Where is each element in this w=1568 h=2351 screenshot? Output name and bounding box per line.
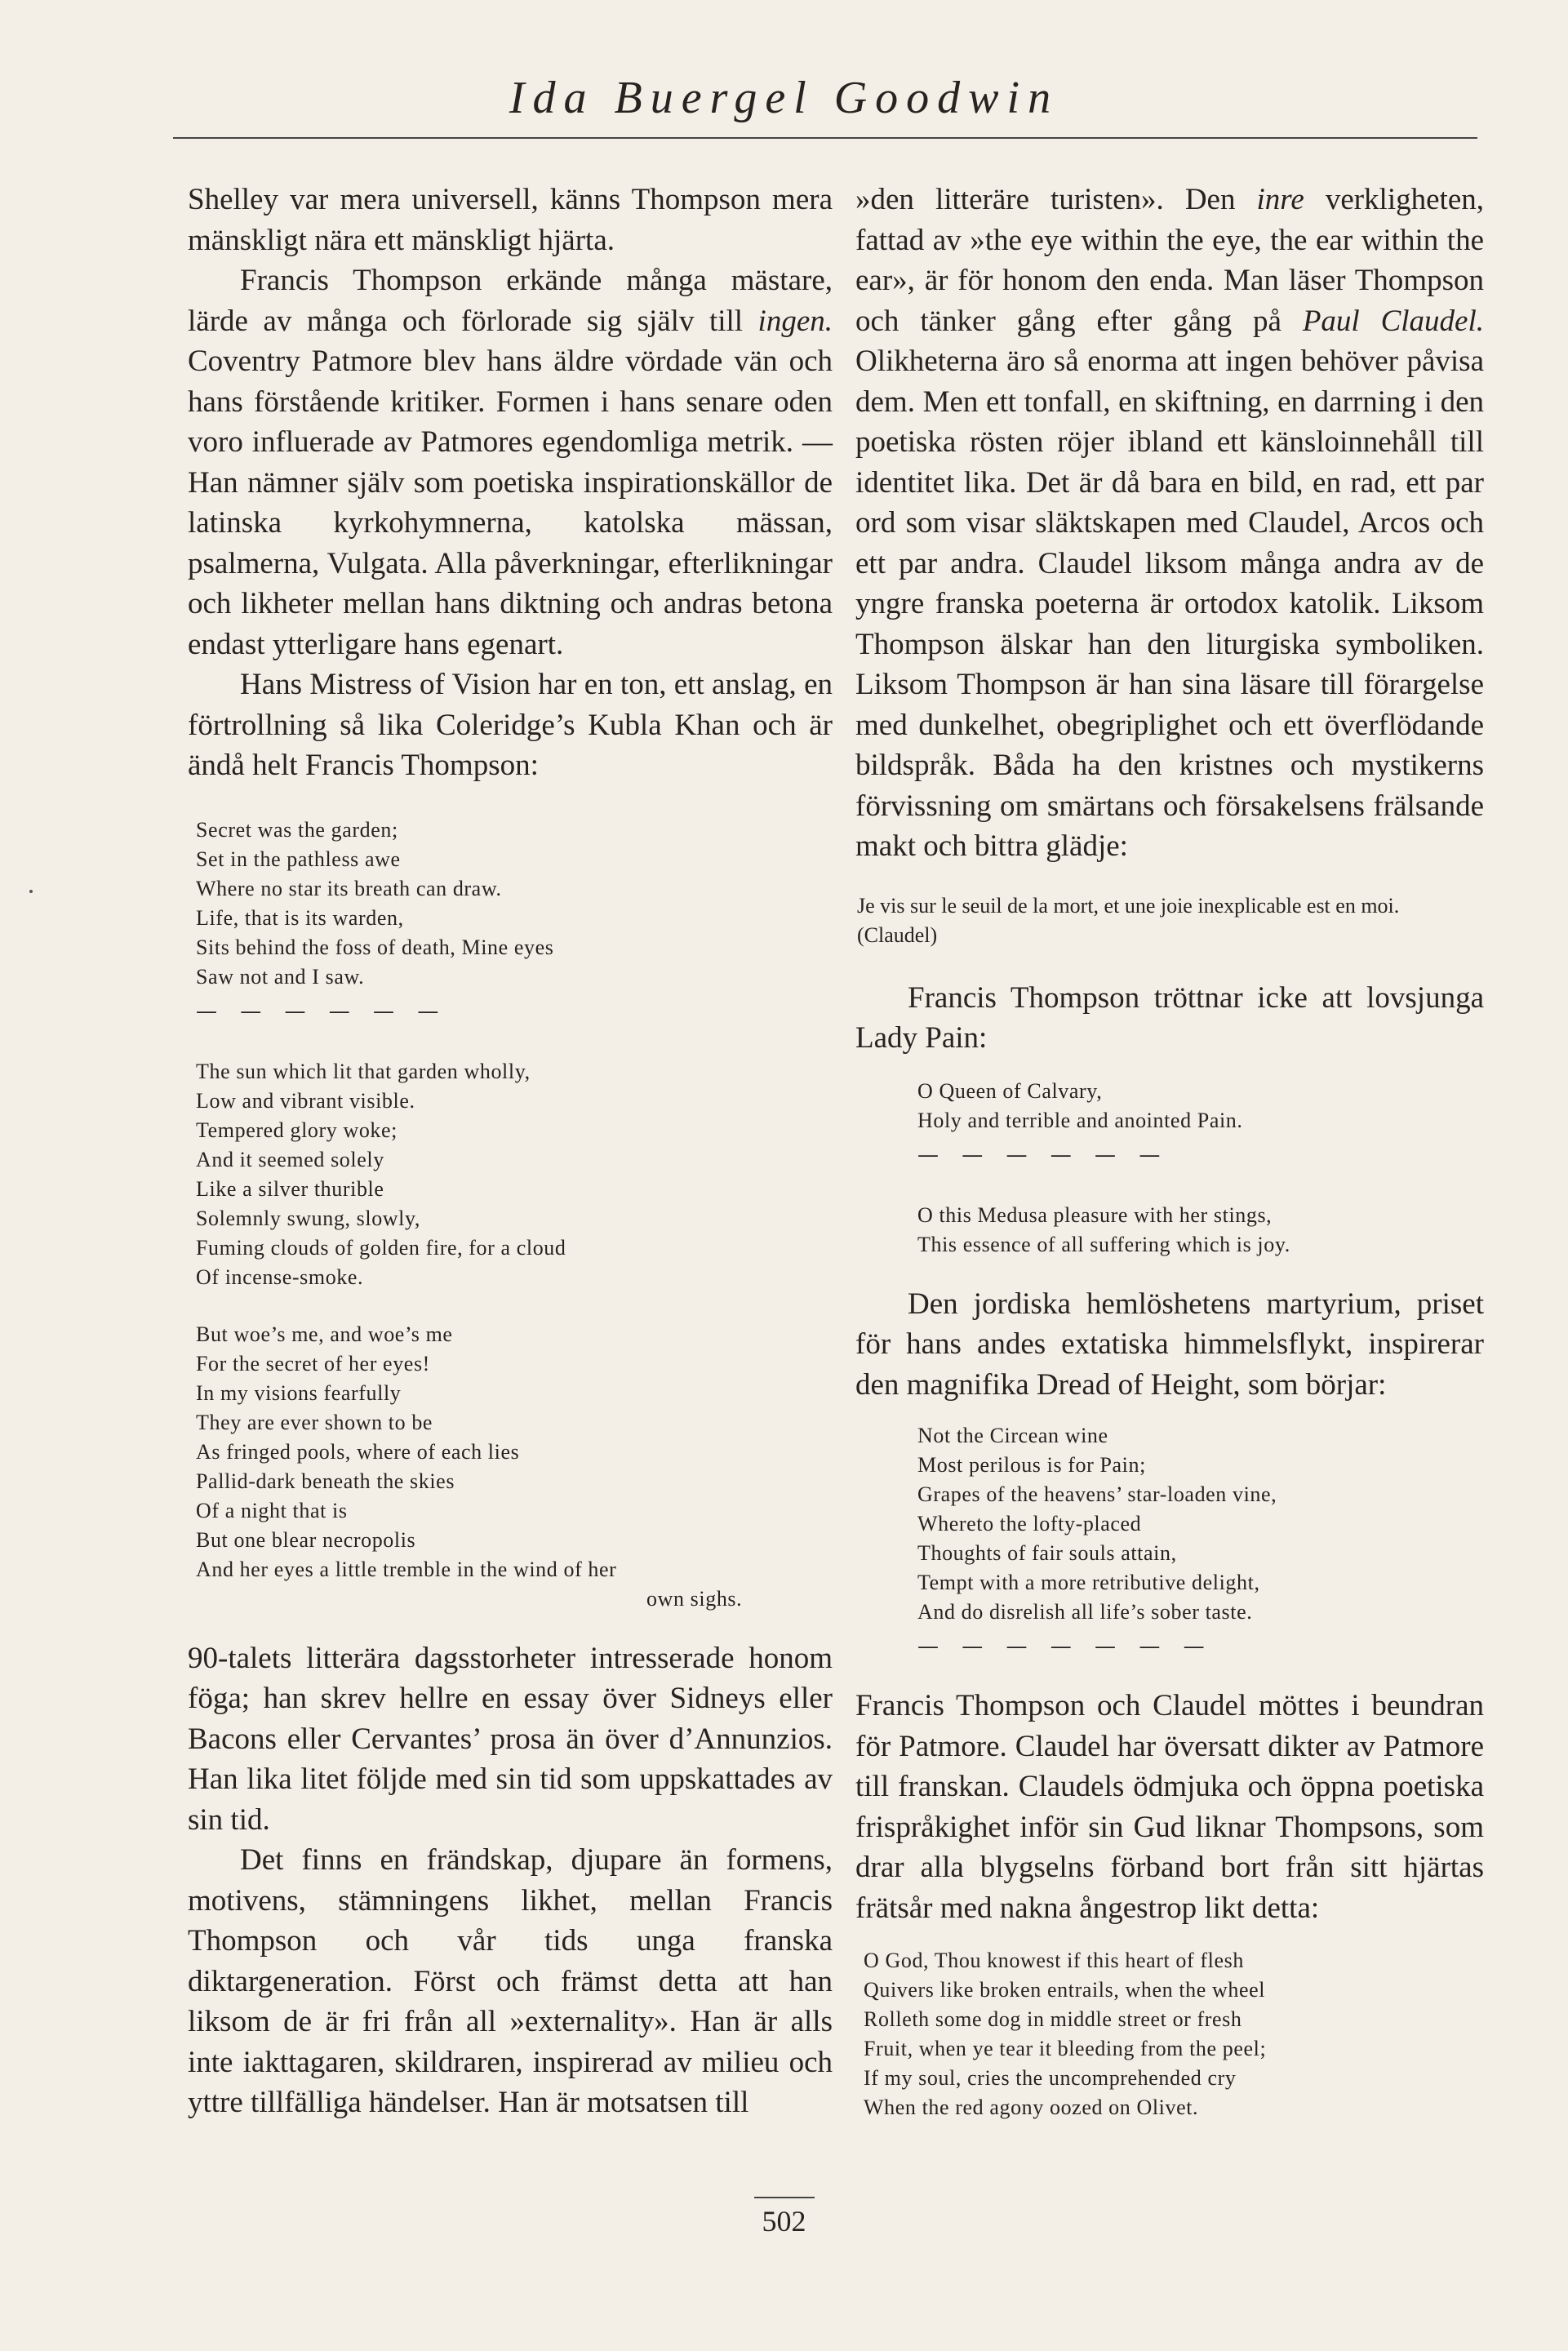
- poem-line: When the red agony oozed on Olivet.: [864, 2095, 1199, 2119]
- poem-line: Holy and terrible and anointed Pain.: [917, 1108, 1243, 1132]
- poem-line: Solemnly swung, slowly,: [196, 1206, 421, 1230]
- text-run: Francis Thompson erkände många mästare, lärde av många och förlorade sig själv till: [188, 264, 833, 338]
- paragraph: [855, 180, 1484, 867]
- poem-line: But woe’s me, and woe’s me: [196, 1322, 453, 1346]
- poem-line: Thoughts of fair souls attain,: [917, 1541, 1177, 1565]
- header-rule: [173, 137, 1477, 139]
- claudel-quote: Je vis sur le seuil de la mort, et une joie inexplicable est en moi. (Claudel): [857, 893, 1400, 947]
- text-run: verkligheten, fattad av »the eye within the eye, the ear within the ear», är för honom den enda. Man läser Thompson och tänker gång efter gång på: [855, 183, 1484, 338]
- ellipsis-dashes: — — — — — — —: [917, 1634, 1213, 1659]
- paragraph: Hans Mistress of Vision har en ton, ett anslag, en förtrollning så lika Coleridge’s Kubla Khan och är ändå helt Francis Thompson:: [188, 668, 833, 782]
- poem-line: Whereto the lofty-placed: [917, 1512, 1142, 1535]
- poem-line: Set in the pathless awe: [196, 847, 401, 871]
- poem-line: And do disrelish all life’s sober taste.: [917, 1600, 1253, 1624]
- poem-line: In my visions fearfully: [196, 1380, 402, 1405]
- poem-dread-of-height: [855, 1421, 1484, 1661]
- paragraph: Francis Thompson och Claudel möttes i beundran för Patmore. Claudel har översatt dikter av Patmore till franskan. Claudels ödmjuka och öppna poetiska frispråkighet inför sin Gud liknar Thompsons, som drar alla blygselns förband bort från sitt hjärtas frätsår med nakna ångestrop likt detta:: [855, 1689, 1484, 1925]
- poem-line: Of incense-smoke.: [196, 1264, 364, 1289]
- poem-line: O God, Thou knowest if this heart of flesh: [864, 1949, 1244, 1972]
- poem-line-continuation: own sighs.: [646, 1586, 743, 1611]
- paragraph: 90-talets litterära dagsstorheter intresserade honom föga; han skrev hellre en essay över Sidneys eller Bacons eller Cervantes’ prosa än över d’Annunzios. Han lika litet följde med sin tid som uppskattades av sin tid.: [188, 1641, 833, 1837]
- text-run: Coventry Patmore blev hans äldre vördade vän och hans förstående kritiker. Formen i hans senare oden voro influerade av Patmores egendomliga metrik. — Han nämner själv som poetiska inspirationskällor de latinska kyrkohymnerna, katolska mässan, psalmerna, Vulgata. Alla påverkningar, efterlikningar och likheter mellan hans diktning och andras betona endast ytterligare hans egenart.: [188, 344, 833, 661]
- stanza-gap: [917, 1173, 1484, 1201]
- page-speck: [29, 890, 33, 893]
- paragraph: Det finns en frändskap, djupare än formens, motivens, stämningens likhet, mellan Francis Thompson och vår tids unga franska diktargeneration. Först och främst detta att han liksom de är fri från all »externality». Han är alls inte iakttagaren, skildraren, inspirerad av milieu och yttre tillfälliga händelser. Han är motsatsen till: [188, 1843, 833, 2119]
- poem-line: But one blear necropolis: [196, 1527, 416, 1552]
- poem-o-god: [855, 1946, 1484, 2122]
- poem-line: This essence of all suffering which is joy.: [917, 1232, 1290, 1256]
- poem-line: Most perilous is for Pain;: [917, 1453, 1146, 1477]
- text-run: »den litteräre turisten». Den: [855, 183, 1257, 216]
- running-head: Ida Buergel Goodwin: [509, 73, 1059, 123]
- page-number: [0, 2204, 1568, 2238]
- poem-line: And it seemed solely: [196, 1147, 384, 1171]
- poem-mistress-of-vision: [188, 816, 833, 1614]
- poem-line: Saw not and I saw.: [196, 964, 365, 989]
- poem-line: Of a night that is: [196, 1498, 348, 1522]
- left-column: [188, 180, 833, 2123]
- stanza-gap: [196, 1029, 833, 1057]
- poem-line: Quivers like broken entrails, when the wheel: [864, 1978, 1266, 2002]
- poem-line: Fruit, when ye tear it bleeding from the peel;: [864, 2037, 1267, 2060]
- poem-line: Fuming clouds of golden fire, for a cloud: [196, 1235, 566, 1260]
- poem-line: Tempt with a more retributive delight,: [917, 1571, 1260, 1594]
- poem-line: Pallid-dark beneath the skies: [196, 1469, 455, 1493]
- poem-line: Sits behind the foss of death, Mine eyes: [196, 935, 554, 959]
- poem-line: O this Medusa pleasure with her stings,: [917, 1202, 1273, 1227]
- emphasis: ingen.: [757, 304, 833, 338]
- poem-line: Like a silver thurible: [196, 1176, 384, 1201]
- poem-line: Life, that is its warden,: [196, 905, 404, 930]
- paragraph: Shelley var mera universell, känns Thompson mera mänskligt nära ett mänskligt hjärta.: [188, 183, 833, 257]
- text-run: Olikheterna äro så enorma att ingen behöver påvisa dem. Men ett tonfall, en skiftning, en darrning i den poetiska rösten röjer ibland ett känsloinnehåll till identitet lika. Det är då bara en bild, en rad, ett par ord som visar släktskapen med Claudel, Arcos och ett par andra. Claudel liksom många andra av de yngre franska poeterna är ortodox katolik. Liksom Thompson älskar han den liturgiska symboliken. Liksom Thompson är han sina läsare till förargelse med dunkelhet, obegriplighet och ett överflödande bildspråk. Båda ha den kristnes och mystikerns förvissning om smärtans och försakelsens frälsande makt och bittra glädje:: [855, 344, 1484, 863]
- emphasis: Paul Claudel.: [1302, 304, 1485, 338]
- poem-line: Secret was the garden;: [196, 817, 398, 842]
- poem-line: If my soul, cries the uncomprehended cry: [864, 2066, 1237, 2090]
- poem-line: Not the Circean wine: [917, 1424, 1108, 1447]
- ellipsis-dashes: — — — — — —: [917, 1142, 1169, 1167]
- stanza-gap: [196, 1292, 833, 1320]
- poem-line: Rolleth some dog in middle street or fresh: [864, 2007, 1242, 2031]
- page-number-text: 502: [754, 2197, 815, 2238]
- paragraph: [188, 260, 833, 664]
- paragraph: Francis Thompson tröttnar icke att lovsjunga Lady Pain:: [855, 980, 1484, 1055]
- poem-line: Grapes of the heavens’ star-loaden vine,: [917, 1482, 1277, 1506]
- ellipsis-dashes: — — — — — —: [196, 998, 447, 1024]
- poem-line: The sun which lit that garden wholly,: [196, 1059, 531, 1083]
- poem-line: Low and vibrant visible.: [196, 1088, 415, 1113]
- poem-line: They are ever shown to be: [196, 1410, 433, 1434]
- paragraph: Den jordiska hemlöshetens martyrium, priset för hans andes extatiska himmelsflykt, inspirerar den magnifika Dread of Height, som börjar:: [855, 1287, 1484, 1402]
- poem-line: As fringed pools, where of each lies: [196, 1439, 520, 1464]
- right-column: [855, 180, 1484, 2147]
- poem-line: For the secret of her eyes!: [196, 1351, 430, 1375]
- emphasis: inre: [1256, 183, 1304, 216]
- poem-line: And her eyes a little tremble in the wind of her: [196, 1557, 617, 1581]
- poem-line: O Queen of Calvary,: [917, 1078, 1103, 1103]
- poem-line: Where no star its breath can draw.: [196, 876, 502, 900]
- poem-lady-pain: [855, 1077, 1484, 1260]
- poem-line: Tempered glory woke;: [196, 1118, 398, 1142]
